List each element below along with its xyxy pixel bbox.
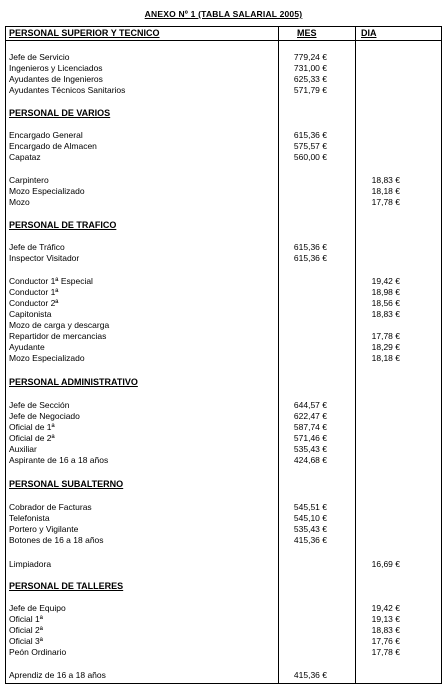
job-label: Encargado General [9,130,83,140]
job-label: Oficial de 1ª [9,422,55,432]
table-row [6,502,441,513]
table-row [6,130,441,141]
job-label: Mozo Especializado [9,353,85,363]
monthly-salary: 644,57 € [293,400,327,410]
job-label: Ingenieros y Licenciados [9,63,103,73]
daily-salary: 19,42 € [371,603,400,613]
table-row [6,647,441,658]
table-row [6,670,441,681]
section-label: PERSONAL SUBALTERNO [9,479,124,489]
salary-table [5,26,442,684]
job-label: Inspector Visitador [9,253,80,263]
table-row [6,175,441,186]
section-label: PERSONAL ADMINISTRATIVO [9,377,138,387]
monthly-salary: 779,24 € [293,52,327,62]
daily-salary: 18,83 € [371,625,400,635]
job-label: Cobrador de Facturas [9,502,92,512]
column-header-dia: DIA [361,28,377,38]
table-row [6,422,441,433]
job-label: Aprendiz de 16 a 18 años [9,670,106,680]
header-divider [6,40,441,41]
table-row [6,513,441,524]
daily-salary: 19,13 € [371,614,400,624]
job-label: Conductor 1ª Especial [9,276,93,286]
table-row [6,186,441,197]
table-row [6,455,441,466]
job-label: Peón Ordinario [9,647,67,657]
job-label: Ayudantes Técnicos Sanitarios [9,85,126,95]
daily-salary: 17,78 € [371,331,400,341]
job-label: Jefe de Equipo [9,603,66,613]
table-row [6,353,441,364]
section-heading-superior: PERSONAL SUPERIOR Y TECNICO [9,28,160,38]
section-label: PERSONAL DE TALLERES [9,581,124,591]
table-row [6,444,441,455]
monthly-salary: 535,43 € [293,444,327,454]
monthly-salary: 415,36 € [293,670,327,680]
table-row [6,141,441,152]
job-label: Auxiliar [9,444,37,454]
monthly-salary: 571,46 € [293,433,327,443]
daily-salary: 18,18 € [371,353,400,363]
table-row [6,253,441,264]
monthly-salary: 625,33 € [293,74,327,84]
column-header-mes: MES [297,28,317,38]
job-label: Ayudantes de Ingenieros [9,74,103,84]
section-heading [6,581,441,592]
job-label: Conductor 2ª [9,298,59,308]
table-row [6,625,441,636]
job-label: Jefe de Tráfico [9,242,65,252]
table-row [6,411,441,422]
monthly-salary: 571,79 € [293,85,327,95]
table-row [6,52,441,63]
daily-salary: 18,98 € [371,287,400,297]
table-row [6,63,441,74]
daily-salary: 18,18 € [371,186,400,196]
table-row [6,603,441,614]
job-label: Encargado de Almacen [9,141,97,151]
section-label: PERSONAL DE VARIOS [9,108,111,118]
daily-salary: 17,78 € [371,647,400,657]
monthly-salary: 545,51 € [293,502,327,512]
job-label: Oficial 2ª [9,625,43,635]
job-label: Aspirante de 16 a 18 años [9,455,109,465]
job-label: Portero y Vigilante [9,524,79,534]
job-label: Conductor 1ª [9,287,59,297]
job-label: Oficial de 2ª [9,433,55,443]
daily-salary: 19,42 € [371,276,400,286]
section-heading [6,479,441,490]
job-label: Oficial 1ª [9,614,43,624]
monthly-salary: 622,47 € [293,411,327,421]
daily-salary: 18,56 € [371,298,400,308]
job-label: Capitonista [9,309,52,319]
job-label: Capataz [9,152,41,162]
table-row [6,242,441,253]
table-row [6,342,441,353]
monthly-salary: 415,36 € [293,535,327,545]
job-label: Jefe de Servicio [9,52,70,62]
section-heading [6,108,441,119]
table-row [6,197,441,208]
table-row [6,524,441,535]
job-label: Limpiadora [9,559,52,569]
daily-salary: 17,76 € [371,636,400,646]
table-row [6,152,441,163]
job-label: Jefe de Negociado [9,411,80,421]
section-label: PERSONAL DE TRAFICO [9,220,117,230]
daily-salary: 18,29 € [371,342,400,352]
table-row [6,298,441,309]
job-label: Ayudante [9,342,45,352]
monthly-salary: 615,36 € [293,242,327,252]
job-label: Jefe de Sección [9,400,70,410]
document-title: ANEXO Nº 1 (TABLA SALARIAL 2005) [144,9,303,19]
daily-salary: 18,83 € [371,309,400,319]
table-row [6,636,441,647]
monthly-salary: 587,74 € [293,422,327,432]
table-row [6,331,441,342]
table-row [6,287,441,298]
table-row [6,85,441,96]
monthly-salary: 424,68 € [293,455,327,465]
daily-salary: 17,78 € [371,197,400,207]
table-row [6,276,441,287]
table-row [6,535,441,546]
daily-salary: 18,83 € [371,175,400,185]
monthly-salary: 615,36 € [293,130,327,140]
monthly-salary: 545,10 € [293,513,327,523]
job-label: Carpintero [9,175,49,185]
section-heading [6,220,441,231]
section-heading [6,377,441,388]
monthly-salary: 731,00 € [293,63,327,73]
table-row [6,400,441,411]
job-label: Telefonista [9,513,50,523]
job-label: Mozo de carga y descarga [9,320,110,330]
job-label: Mozo Especializado [9,186,85,196]
table-row [6,559,441,570]
job-label: Repartidor de mercancias [9,331,107,341]
monthly-salary: 615,36 € [293,253,327,263]
table-row [6,614,441,625]
job-label: Mozo [9,197,30,207]
daily-salary: 16,69 € [371,559,400,569]
table-row [6,433,441,444]
monthly-salary: 535,43 € [293,524,327,534]
table-row [6,309,441,320]
table-row [6,320,441,331]
monthly-salary: 575,57 € [293,141,327,151]
monthly-salary: 560,00 € [293,152,327,162]
job-label: Botones de 16 a 18 años [9,535,104,545]
job-label: Oficial 3ª [9,636,43,646]
table-row [6,74,441,85]
